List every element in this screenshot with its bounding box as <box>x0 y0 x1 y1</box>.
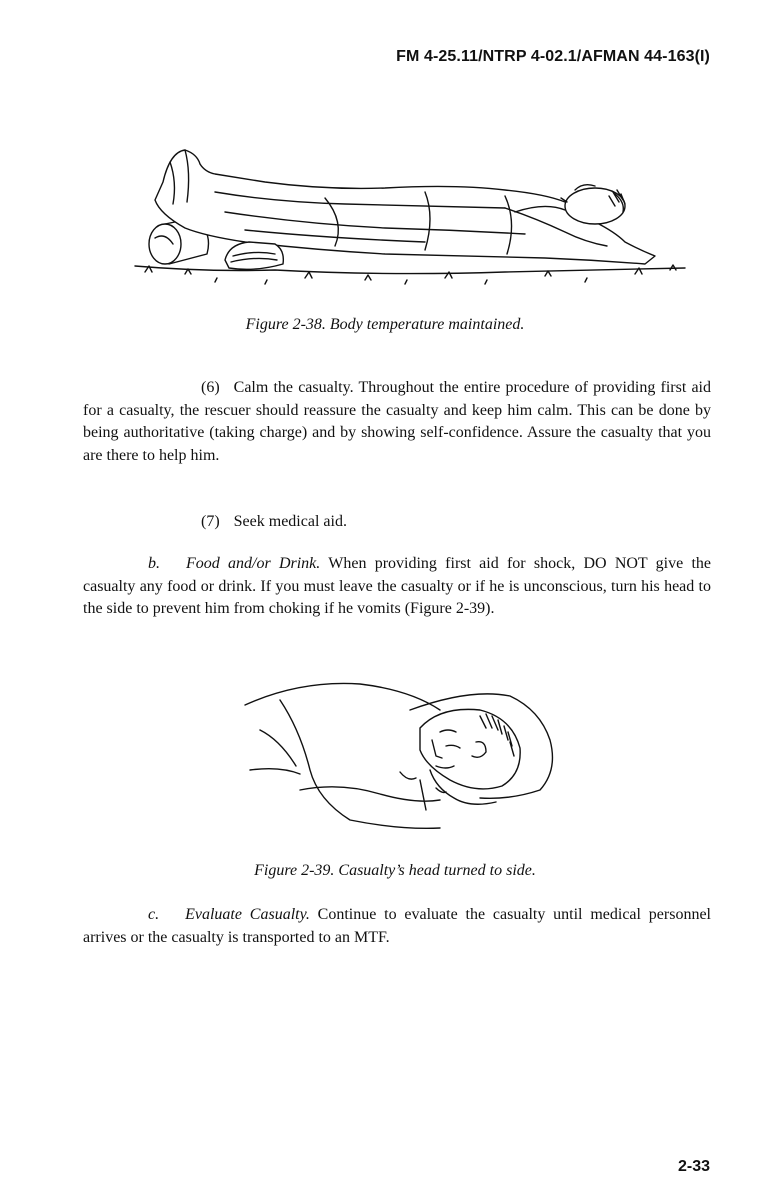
page-number: 2-33 <box>677 1158 710 1175</box>
paragraph-heading: Food and/or Drink. <box>186 555 321 572</box>
paragraph-text: Seek medical aid. <box>233 513 347 530</box>
paragraph-letter: c. <box>148 906 160 923</box>
figure-caption-2-39: Figure 2-39. Casualty’s head turned to side. <box>254 862 536 879</box>
paragraph-6 <box>83 377 711 467</box>
paragraph-number: (7) <box>201 513 220 530</box>
paragraph-number: (6) <box>201 379 220 396</box>
casualty-head-turned-icon <box>240 670 560 835</box>
paragraph-heading: Evaluate Casualty. <box>185 906 310 923</box>
paragraph-c <box>83 904 711 949</box>
paragraph-text: When providing first aid for shock, DO NOT give the casualty any food or drink. If you must leave the casualty or if he is unconscious, turn his head to the side to prevent him from choking if he vomits (Figure 2-39). <box>83 555 711 617</box>
paragraph-letter: b. <box>148 555 160 572</box>
figure-caption-2-38: Figure 2-38. Body temperature maintained. <box>245 316 525 333</box>
document-header: FM 4-25.11/NTRP 4-02.1/AFMAN 44-163(I) <box>396 48 710 65</box>
paragraph-text: Calm the casualty. Throughout the entire procedure of providing first aid for a casualty, the rescuer should reassure the casualty and keep him calm. This can be done by being authoritative (taking charge) and by showing self-confidence. Assure the casualty that you are there to help him. <box>83 379 711 464</box>
paragraph-7 <box>83 511 711 534</box>
casualty-covered-lying-icon <box>125 132 695 312</box>
paragraph-b <box>83 553 711 621</box>
paragraph-text: Continue to evaluate the casualty until medical personnel arrives or the casualty is transported to an MTF. <box>83 906 711 946</box>
